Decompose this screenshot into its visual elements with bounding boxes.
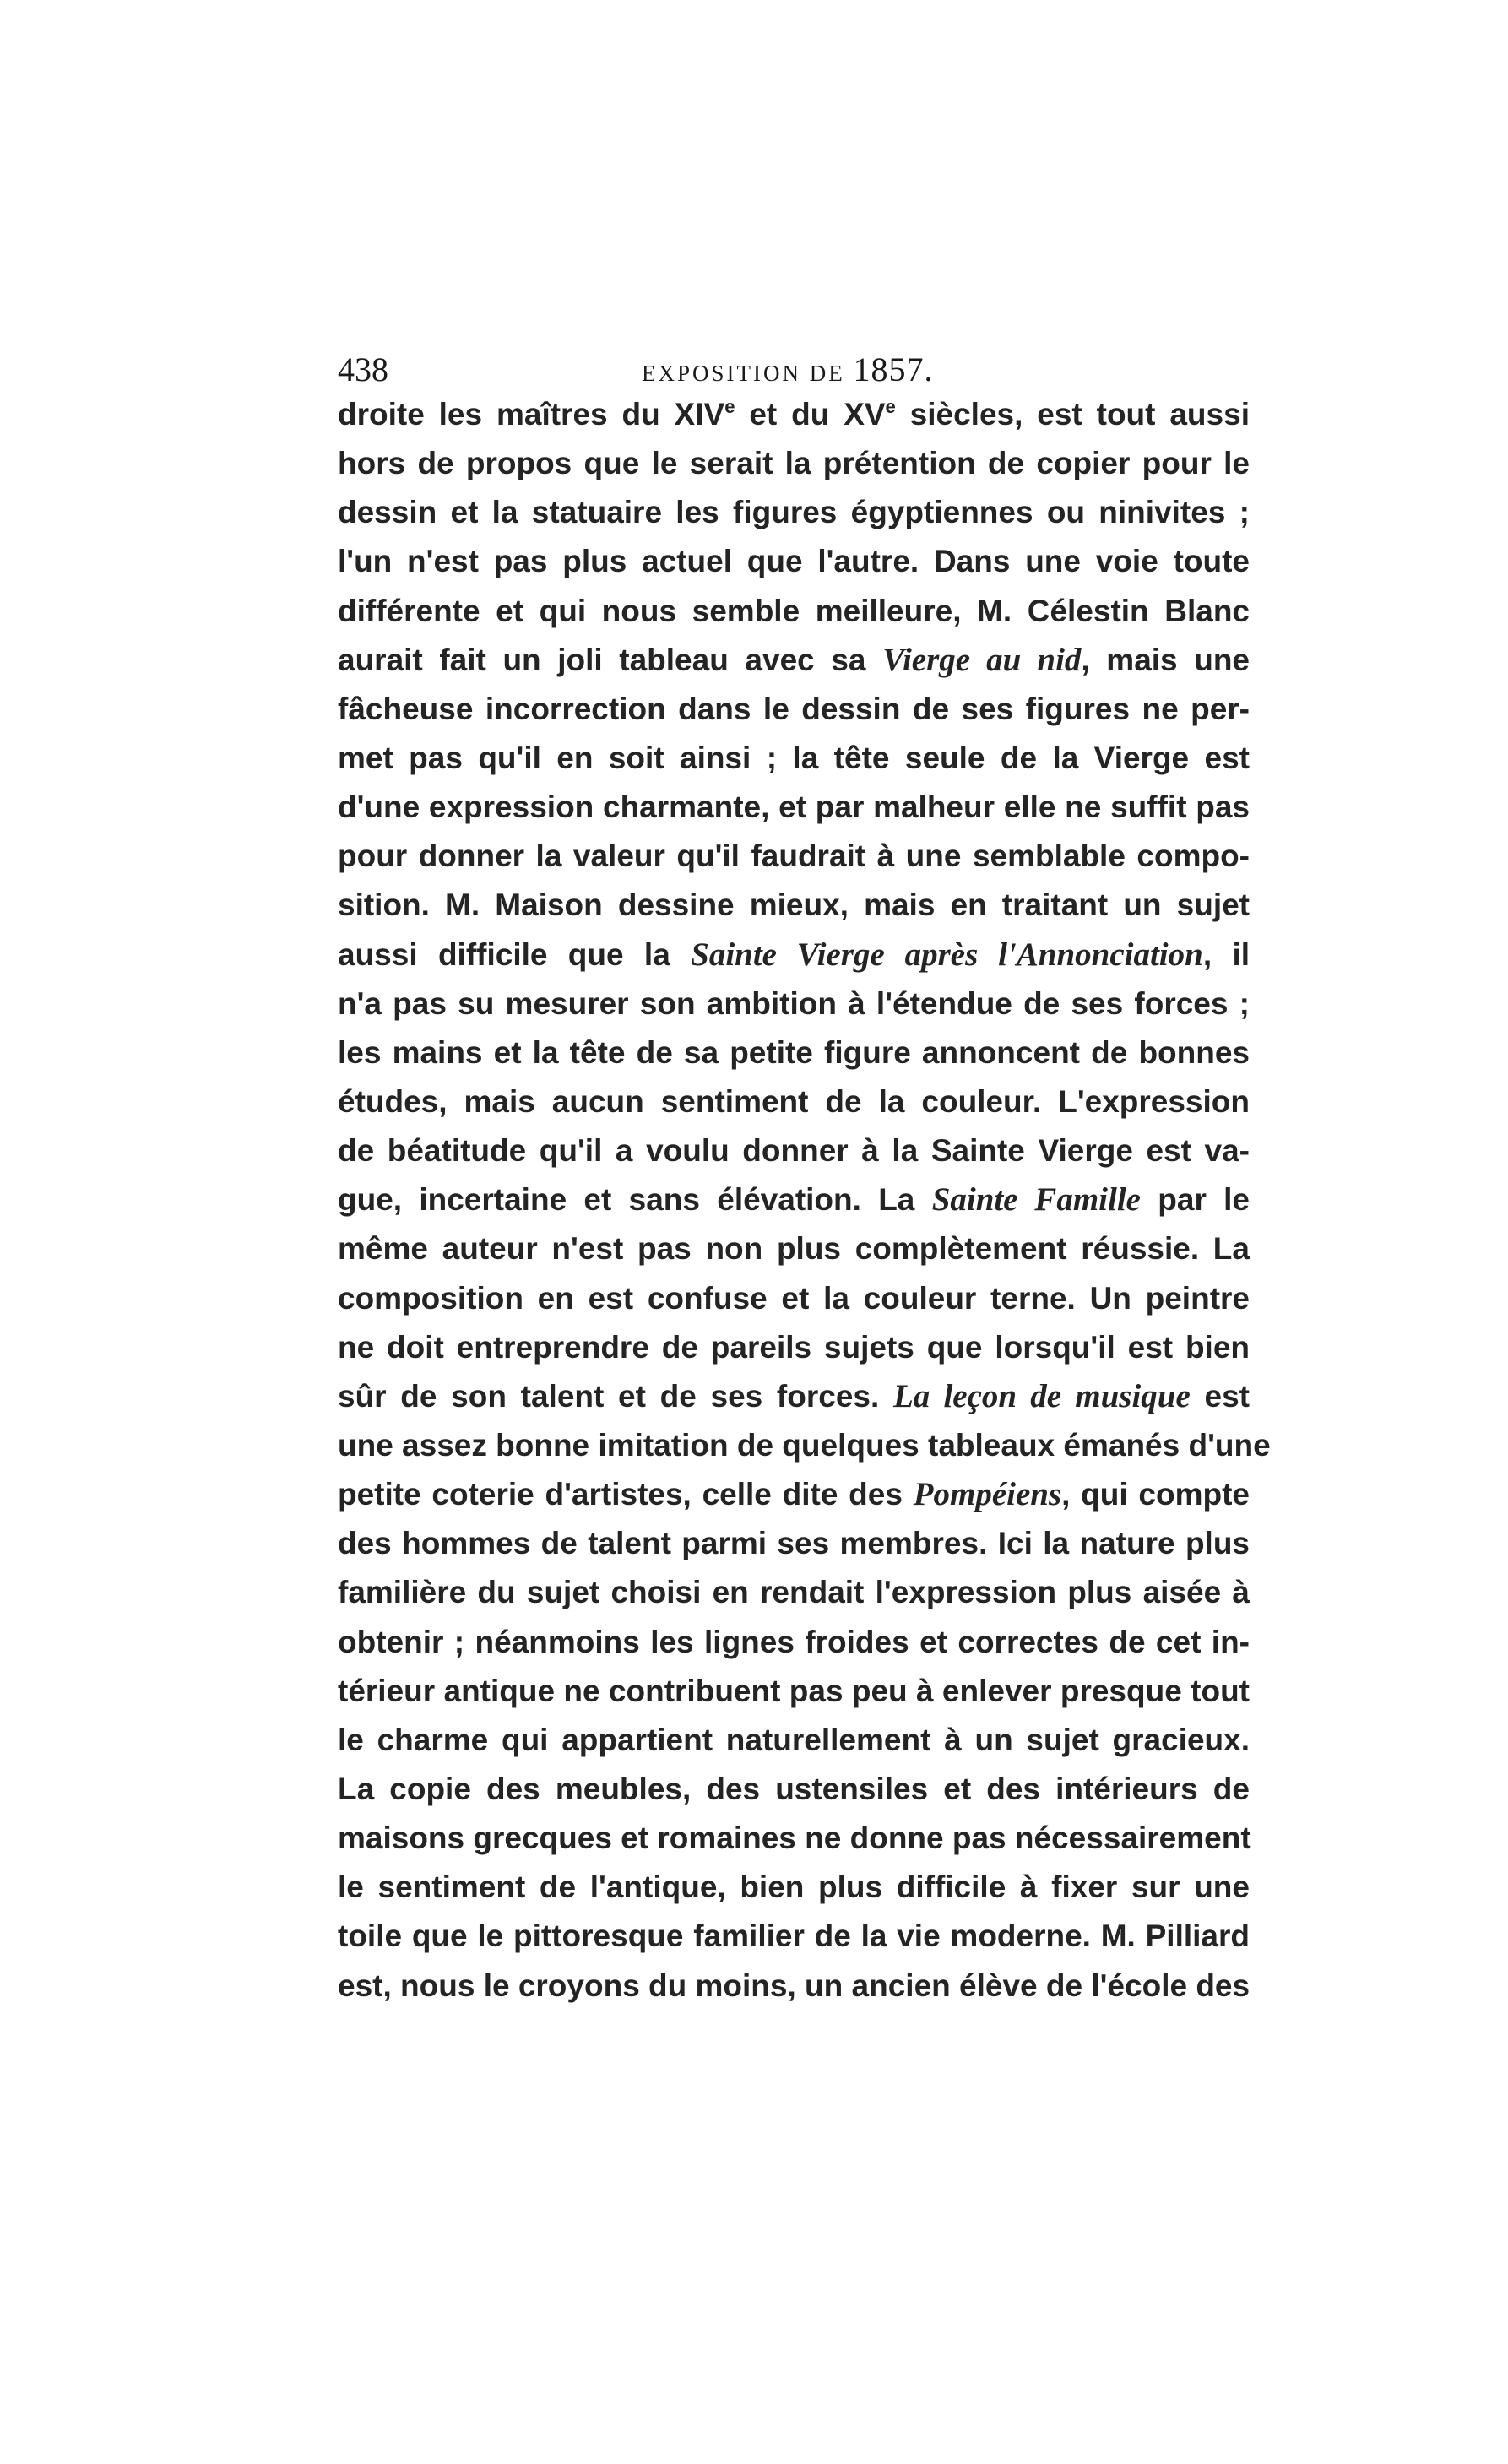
text-run: aussi difficile que la [338,936,692,972]
text-run: droite les maîtres du XIV [338,397,725,431]
running-head-year: 1857. [853,350,934,388]
text-line [338,1470,1250,1519]
artwork-title: Vierge au nid [882,641,1082,678]
text-line [338,1175,1250,1224]
text-run: siècles, est tout aussi [895,397,1250,431]
text-line: études, mais aucun sentiment de la couleur. L'expression [338,1083,1250,1119]
text-line: l'un n'est pas plus actuel que l'autre. Dans une voie toute [338,544,1250,579]
text-line: familière du sujet choisi en rendait l'expression plus aisée à [338,1575,1250,1610]
text-line: est, nous le croyons du moins, un ancien élève de l'école des [338,1967,1250,2003]
text-line [338,390,1250,439]
text-line: une assez bonne imitation de quelques tableaux émanés d'une [338,1427,1271,1463]
text-run: sûr de son talent et de ses forces. [338,1378,893,1414]
text-run: et du XV [735,397,886,431]
text-line [338,1372,1250,1421]
text-line: des hommes de talent parmi ses membres. Ici la nature plus [338,1526,1250,1561]
text-run: aurait fait un joli tableau avec sa [338,642,883,677]
text-line: n'a pas su mesurer son ambition à l'étendue de ses forces ; [338,985,1250,1021]
text-line: d'une expression charmante, et par malheur elle ne suffit pas [338,790,1250,825]
text-line: térieur antique ne contribuent pas peu à enlever presque tout [338,1673,1250,1708]
text-line: La copie des meubles, des ustensiles et des intérieurs de [338,1771,1250,1806]
text-line: met pas qu'il en soit ainsi ; la tête seule de la Vierge est [338,740,1250,775]
text-run: par le [1140,1182,1250,1218]
text-line: sition. M. Maison dessine mieux, mais en traitant un sujet [338,887,1250,923]
text-line: différente et qui nous semble meilleure, M. Célestin Blanc [338,593,1250,628]
text-line: le sentiment de l'antique, bien plus difficile à fixer sur une [338,1870,1250,1905]
text-line [338,636,1250,685]
superscript: e [724,396,735,417]
text-line: le charme qui appartient naturellement à un sujet gracieux. [338,1722,1250,1757]
text-line: pour donner la valeur qu'il faudrait à une semblable compo- [338,839,1250,874]
text-line: obtenir ; néanmoins les lignes froides et correctes de cet in- [338,1624,1250,1659]
text-line: ne doit entreprendre de pareils sujets que lorsqu'il est bien [338,1329,1250,1365]
text-line [338,931,1250,980]
text-line: maisons grecques et romaines ne donne pas nécessairement [338,1821,1251,1856]
text-line: hors de propos que le serait la prétention de copier pour le [338,446,1250,481]
artwork-title: Sainte Vierge après l'Annonciation [691,936,1203,973]
text-run: , mais une [1081,642,1250,677]
text-run: , qui compte [1061,1477,1250,1512]
text-line: de béatitude qu'il a voulu donner à la Sainte Vierge est va- [338,1133,1250,1169]
artwork-title: La leçon de musique [892,1377,1191,1414]
artwork-title: Sainte Famille [931,1181,1141,1218]
text-run: , il [1202,936,1250,972]
page-header [338,345,1250,395]
running-head-title: EXPOSITION DE [642,361,845,386]
text-run: gue, incertaine et sans élévation. La [338,1182,932,1218]
text-line: composition en est confuse et la couleur terne. Un peintre [338,1280,1250,1316]
text-line: les mains et la tête de sa petite figure annoncent de bonnes [338,1034,1250,1070]
artwork-title: Pompéiens [913,1476,1062,1513]
text-line: même auteur n'est pas non plus complètement réussie. La [338,1231,1250,1267]
text-run: est [1190,1378,1250,1414]
text-line: dessin et la statuaire les figures égyptiennes ou ninivites ; [338,495,1250,530]
text-run: petite coterie d'artistes, celle dite des [338,1477,914,1512]
text-line: toile que le pittoresque familier de la vie moderne. M. Pilliard [338,1919,1250,1954]
text-line: fâcheuse incorrection dans le dessin de ses figures ne per- [338,691,1250,726]
superscript: e [885,396,896,417]
body-text [338,390,1271,2011]
page-number: 438 [338,350,388,388]
